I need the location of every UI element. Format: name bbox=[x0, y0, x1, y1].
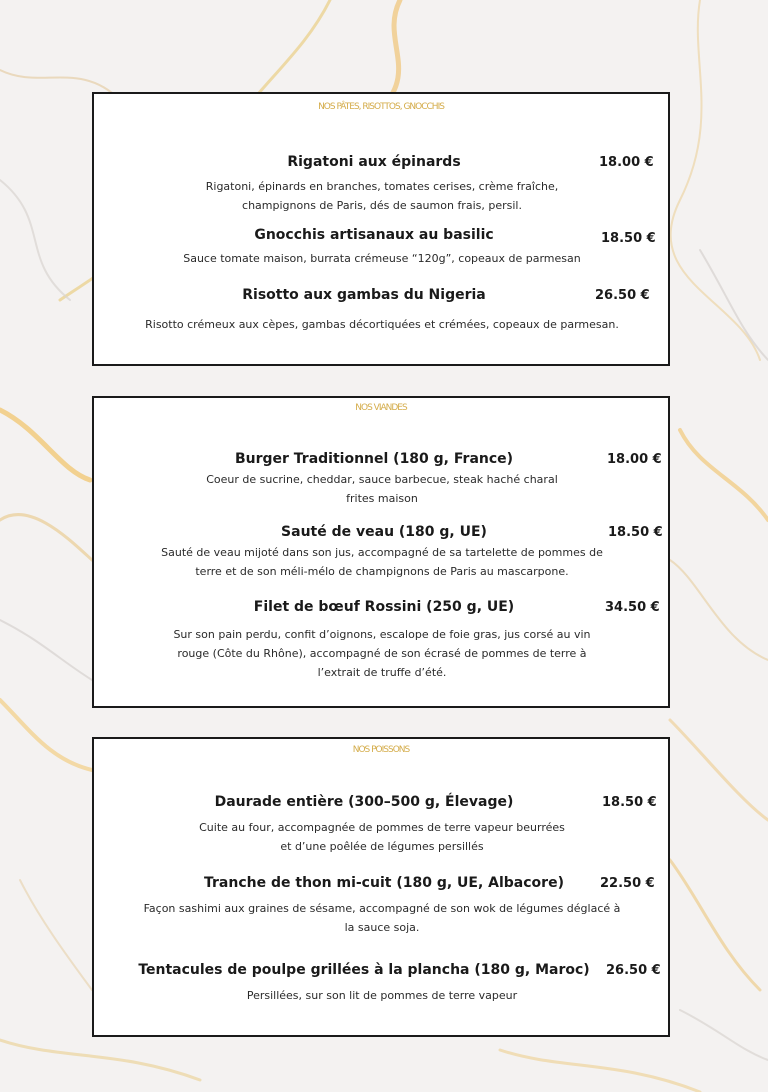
menu-item-name: Filet de bœuf Rossini (250 g, UE) bbox=[253, 599, 515, 615]
menu-item-price: 18.50 € bbox=[608, 525, 663, 540]
menu-item-price: 18.00 € bbox=[607, 452, 662, 467]
menu-item-description: Sauce tomate maison, burrata crémeuse “120g”, copeaux de parmesan bbox=[183, 252, 581, 265]
menu-item-name: Sauté de veau (180 g, UE) bbox=[281, 524, 487, 540]
menu-item-name: Daurade entière (300–500 g, Élevage) bbox=[214, 794, 514, 810]
menu-item-price: 22.50 € bbox=[600, 876, 655, 891]
menu-item-name: Burger Traditionnel (180 g, France) bbox=[234, 451, 514, 467]
menu-item-description: Sauté de veau mijoté dans son jus, accompagné de sa tartelette de pommes de terre et de son méli-mélo de champignons de Paris au mascarpone. bbox=[161, 546, 603, 578]
menu-item-description: Coeur de sucrine, cheddar, sauce barbecue, steak haché charal frites maison bbox=[206, 473, 558, 505]
section-title: NOS PÂTES, RISOTTOS, GNOCCHIS bbox=[318, 102, 444, 112]
menu-item-description: Sur son pain perdu, confit d’oignons, escalope de foie gras, jus corsé au vin rouge (Côte du Rhône), accompagné de son écrasé de pommes de terre à l’extrait de truffe d’été. bbox=[173, 628, 591, 679]
menu-item-name: Risotto aux gambas du Nigeria bbox=[242, 287, 486, 303]
menu-item-description: Risotto crémeux aux cèpes, gambas décortiquées et crémées, copeaux de parmesan. bbox=[145, 318, 619, 331]
menu-item-description: Persillées, sur son lit de pommes de terre vapeur bbox=[246, 989, 518, 1002]
menu-item-price: 18.50 € bbox=[602, 795, 657, 810]
menu-item-name: Tranche de thon mi-cuit (180 g, UE, Albacore) bbox=[204, 875, 564, 891]
section-viandes bbox=[92, 396, 670, 708]
menu-item-description: Rigatoni, épinards en branches, tomates cerises, crème fraîche, champignons de Paris, dés de saumon frais, persil. bbox=[205, 180, 559, 212]
section-poissons bbox=[92, 737, 670, 1037]
section-pates-risottos-gnocchis bbox=[92, 92, 670, 366]
menu-item-name: Gnocchis artisanaux au basilic bbox=[254, 227, 494, 243]
menu-item-description: Cuite au four, accompagnée de pommes de terre vapeur beurrées et d’une poêlée de légumes persillés bbox=[199, 821, 565, 853]
menu-item-price: 26.50 € bbox=[595, 288, 650, 303]
menu-item-name: Tentacules de poulpe grillées à la plancha (180 g, Maroc) bbox=[138, 962, 590, 978]
menu-item-price: 26.50 € bbox=[606, 963, 661, 978]
section-title: NOS POISSONS bbox=[352, 745, 410, 755]
section-title: NOS VIANDES bbox=[355, 403, 407, 413]
menu-item-name: Rigatoni aux épinards bbox=[287, 154, 461, 170]
menu-item-price: 18.00 € bbox=[599, 155, 654, 170]
menu-item-price: 34.50 € bbox=[605, 600, 660, 615]
menu-item-description: Façon sashimi aux graines de sésame, accompagné de son wok de légumes déglacé à la sauce soja. bbox=[143, 902, 621, 934]
menu-item-price: 18.50 € bbox=[601, 231, 656, 246]
